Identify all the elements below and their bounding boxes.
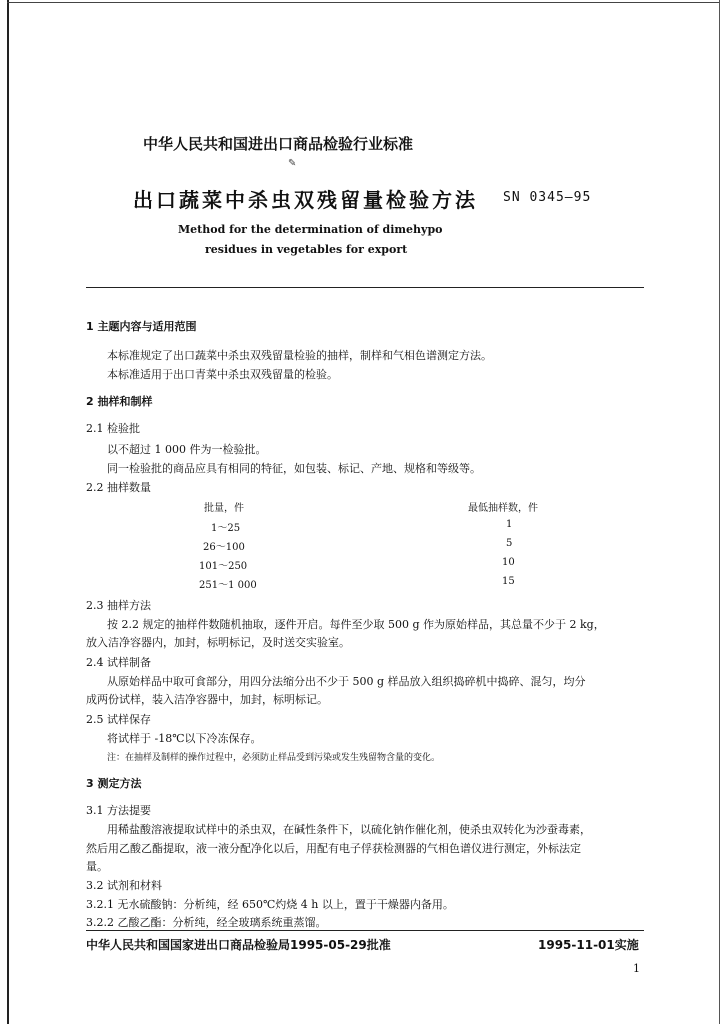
body-line: 本标准规定了出口蔬菜中杀虫双残留量检验的抽样，制样和气相色谱测定方法。 [107,349,492,362]
section-heading: 2 抽样和制样 [86,395,153,408]
english-title-line1: Method for the determination of dimehypo [178,223,443,236]
table-cell-lot: 1～25 [211,523,241,534]
body-line: 同一检验批的商品应具有相同的特征，如包装、标记、产地、规格和等级等。 [107,462,481,475]
body-line: 本标准适用于出口青菜中杀虫双残留量的检验。 [107,368,338,381]
footer-effective-date: 1995-11-01实施 [538,938,639,952]
body-line: 量。 [86,860,108,873]
section-heading: 1 主题内容与适用范围 [86,320,197,333]
body-line: 放入洁净容器内，加封，标明标记，及时送交实验室。 [86,636,350,649]
body-line: 然后用乙酸乙酯提取，液一液分配净化以后，用配有电子俘获检测器的气相色谱仪进行测定，外标法定 [86,842,581,855]
footer-issuer: 中华人民共和国国家进出口商品检验局1995-05-29批准 [86,938,391,952]
table-cell-samples: 1 [506,519,513,530]
body-line: 2.3 抽样方法 [86,599,151,612]
body-line: 以不超过 1 000 件为一检验批。 [107,443,267,456]
body-line: 3.2.2 乙酸乙酯：分析纯，经全玻璃系统重蒸馏。 [86,916,327,929]
footer-rule [86,930,644,931]
scan-mark: ✎ [288,158,297,169]
table-cell-samples: 5 [506,538,513,549]
table-cell-lot: 26～100 [203,542,245,553]
note-text: 注：在抽样及制样的操作过程中，必须防止样品受到污染或发生残留物含量的变化。 [107,753,441,763]
body-line: 2.2 抽样数量 [86,481,151,494]
body-line: 3.1 方法提要 [86,804,151,817]
table-cell-samples: 15 [502,576,515,587]
english-title-line2: residues in vegetables for export [205,243,408,256]
body-line: 按 2.2 规定的抽样件数随机抽取，逐件开启。每件至少取 500 g 作为原始样品，其总量不少于 2 kg， [107,618,605,631]
body-line: 2.4 试样制备 [86,656,151,669]
table-cell-lot: 101～250 [199,561,248,572]
body-line: 3.2.1 无水硫酸钠：分析纯，经 650℃灼烧 4 h 以上，置于干燥器内备用。 [86,898,454,911]
table-cell-lot: 251～1 000 [199,580,257,591]
industry-standard-heading: 中华人民共和国进出口商品检验行业标准 [143,135,414,153]
page-border-left [7,0,9,1024]
table-header-lot: 批量，件 [204,503,244,514]
body-line: 成两份试样，装入洁净容器中，加封，标明标记。 [86,693,328,706]
table-cell-samples: 10 [502,557,515,568]
body-line: 从原始样品中取可食部分，用四分法缩分出不少于 500 g 样品放入组织捣碎机中捣碎、混匀，均分 [107,675,586,688]
page-border-top [7,2,719,3]
body-line: 将试样于 -18℃以下冷冻保存。 [107,732,262,745]
page-border-right [719,0,720,1024]
body-line: 3.2 试剂和材料 [86,879,162,892]
body-line: 用稀盐酸溶液提取试样中的杀虫双，在碱性条件下，以硫化钠作催化剂，使杀虫双转化为沙蚕毒素， [107,823,591,836]
section-heading: 3 测定方法 [86,777,142,790]
header-rule [86,287,644,288]
document-title: 出口蔬菜中杀虫双残留量检验方法 [133,188,478,212]
body-line: 2.1 检验批 [86,422,140,435]
standard-number: SN 0345—95 [503,190,592,205]
body-line: 2.5 试样保存 [86,713,151,726]
table-header-min-samples: 最低抽样数，件 [468,503,538,514]
page-number: 1 [633,962,640,975]
